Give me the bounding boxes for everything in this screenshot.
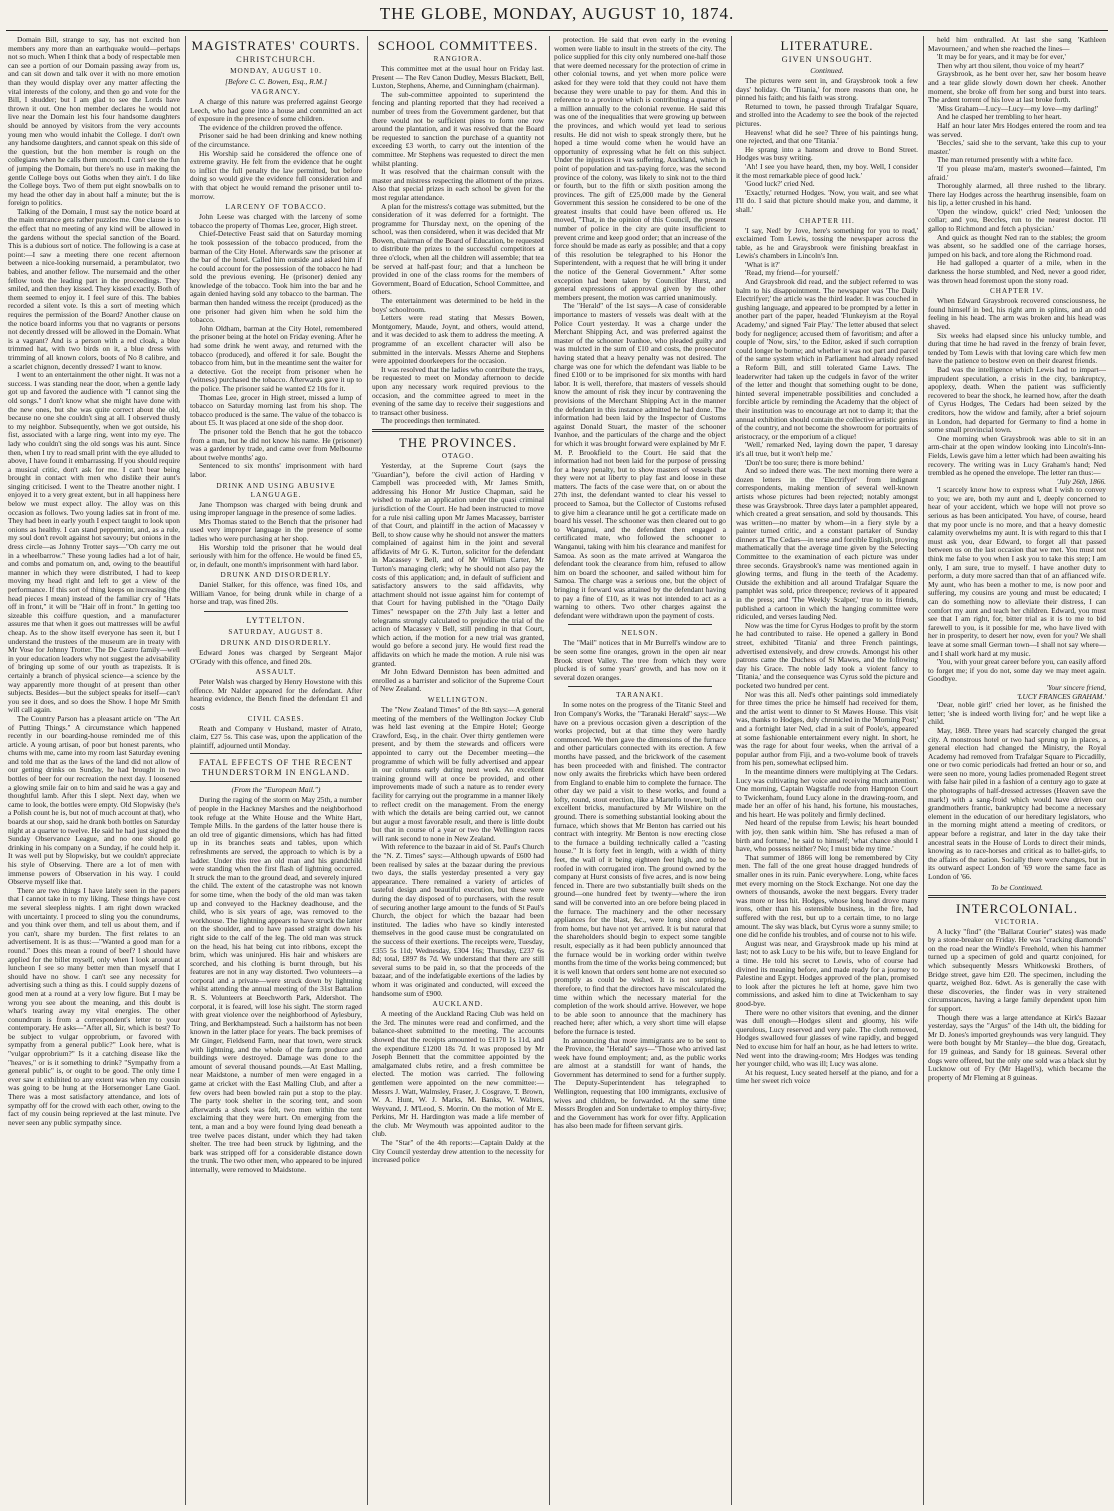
letter-closing: 'Your sincere friend, [1046,682,1106,692]
paragraph: August was near, and Graysbrook made up his mind at last; not to ask Lucy to be his wife, but to leave England for a time. He told his secret to Lewis, who of course had divined its meaning before, and made ready for a journey to Palestine and Egypt. Hodges approved of the plan, promised to look after the pictures he left at home, gave him two commissions, and asked him to dine at Twickenham to say good-bye. [736,938,918,1008]
paragraph: There are two things I have lately seen in the papers that I cannot take in to my liking. These things have cost me several sleepless nights. I am right down wracked with uncertainty. I proceed to sling you the conundrums, and you think over them, and tell us about them, and if you can't, share my burden. The first relates to an advertisement. It is as thus:—"Wanted a good man for a round." Does this mean a round of beef? I should have applied for the billet myself, only when I look around at luncheon I see so many better men than myself that I should have no show. I can't see any necessity for advertising such a thing as this. I could supply dozens of good men at a round at a very low figure. But I may be wrong you see about the meaning, and this doubt is what's tearing away my vital energies. The other conundrum is from a correspondent's letter to your contemporary. He asks—"After all, Sir, which is best? To be subject to vulgar opprobrium, or favored with sympathy from a general public?" Look here, what is "vulgar opprobrium?" Is it a catching disease like the "heaves," or is it something to drink? "Sympathy from a general public" is, or ought to be good. The only time I ever saw it exhibited to any extent was when my cousin was going to be hung at the Horsemonger Lane Gaol. There was a most satisfactory attendance, and lots of sympathy off for the crowd with each other, owing to the fact of my cousin being reprieved at the last minute. I've never seen any public sympathy since. [8,885,180,1127]
paragraph: Prisoner said he had been drinking and knew nothing of the circumstance. [190,131,362,149]
section-heading: THE PROVINCES. [398,434,517,450]
paragraph: Then why art thou silent, thou voice of my heart?' [937,60,1085,70]
paragraph: Graysbrook, as he bent over her, saw her bosom heave and a tear glide slowly down down her cheek. Another moment, she broke off from her song and burst into tears. The ardent torrent of his love at last broke forth. [928,69,1106,105]
section-heading: LITERATURE. [780,38,874,53]
case-heading: DRUNK AND DISORDERLY. [220,639,332,648]
subheading: CHRISTCHURCH. [236,55,316,64]
paragraph: Edward Jones was charged by Sergeant Major O'Grady with this offence, and fined 20s. [190,648,362,666]
paragraph: Chief-Detective Feast said that on Saturday morning he took possession of the tobacco produced, from the barman of the City Hotel. Afterwards saw the prisoner at the bar of the hotel. Called him outside and asked him if he could account for the possession of the tobacco he had sold the previous evening. He (prisoner) denied any knowledge of the tobacco. Took him into the bar and he again denied having sold any tobacco to the barman. The barman then handed witness the receipt (produced) as the one prisoner had given him when he sold him the tobacco. [190,229,362,325]
paragraph: That summer of 1866 will long be remembered by City men. The fall of the one great house dragged hundreds of smaller ones in its ruin. Panic everywhere. Long, white faces met every morning on the Stock Exchange. Not one day the owners of thousands, awoke the next beggars. Every trader was more or less hit. Hodges, whose long head drove many irons, other than his ostensible business, in the fire, had suffered with the rest, but up to a certain time, to no large amount. The sky was black, but Cyrus wore a sunny smile; to one did he confide his troubles, and of course not to his wife. [736,852,918,940]
paragraph: Half an hour later Mrs Hodges entered the room and tea was served. [928,120,1106,139]
paragraph: The proceedings then terminated. [381,416,480,426]
paragraph: Thoroughly alarmed, all three rushed to the library. There lay Hodges across the hearthrug insensible, foam on his lip, a letter crushed in his hand. [928,181,1106,208]
column-divider [923,36,924,1505]
paragraph: Now was the time for Cyrus Hodges to profit by the storm he had contributed to raise. He opened a gallery in Bond street, exhibited 'Titania' and three French paintings, advertised extensively, and drew crowds. Amongst his other patrons came the Duchess of St Mawes, and the following day his Grace. The noble lady took a violent fancy to 'Titania,' and the consequence was Cyrus sold the picture and pocketed two hundred per cent. [736,620,918,690]
paragraph: protection. He said that even early in the evening women were liable to insult in the streets of the city. The police supplied for this city only numbered one-half those that were deemed necessary for the protection of crime in other colonial towns, and yet when more police were asked for they were told that they could not have them because they were unable to pay for them. And this in reference to a province which is contributing a quarter of a million annually to the colonial revenue. He said this was one of the inequalities that were growing up between the provinces, and which would yet lead to serious results. He did not wish to speak strongly there, but he hoped a time would come when he would have an opportunity of expressing what he felt on this subject. Under the injustices it was suffering, Auckland, which in point of population and tax-paying force, was the second province of the colony, was likely to sink not to the third or fourth, but to the fifth or sixth position among the provinces. The gift of £25,000 made by the General Government this session he considered to be one of the greatest insults that could have been offered us. He moved, "That, in the opinion of this Council, the present number of police in the city are quite insufficient to prevent crime and keep good order; that an increase of the force should be made as early as possible; and that a copy of this resolution be telegraphed to his Honor the Superintendent, with a request that he will bring it under the notice of the General Government." After some exception had been taken by Councillor Hurst, and general expressions of approval given by the other members present, the motion was carried unanimously. [554,36,726,302]
paragraph: The sub-committee appointed to superintend the fencing and planting reported that they had received a number of trees from the Government gardener, but that there would not be sufficient pines to form one row around the plantation, and it was resolved that the Board be requested to sanction the purchase of a quantity not exceeding £3 worth, to carry out the intention of the committee. Mr Stephens was requested to direct the men whilst planting. [372,89,544,168]
paragraph: The man returned presently with a white face. [937,155,1073,165]
paragraph: Yesterday, at the Supreme Court (says the "Guardian"), before the civil action of Harding v Campbell was proceeded with, Mr James Smith, addressing his Honor Mr Justice Chapman, said he wished to make an application under the quasi criminal jurisdiction of the Court. He had been instructed to move for a rule nisi calling upon Mr James Macassey, barrister of that Court, and plaintiff in the action of Macassey v Bell, to show cause why he should not answer the matters complained of against him in the joint and several affidavits of Mr G. K. Turton, solicitor for the defendant in Macassey v Bell, and of Mr William Carter, Mr Turton's managing clerk; why he should not also pay the costs of this application; and, in default of sufficient and satisfactory answers to the said affidavits, why attachment should not issue against him for contempt of that Court for having published in the "Otago Daily Times" newspaper on the 27th July last a letter and telegrams strongly calculated to prejudice the trial of the action of Macassey v Bell, still pending in that Court, which action, if the motion for a new trial was granted, would go before a second jury. He would first read the affidavits on which he made the motion. A rule nisi was granted. [372,460,544,668]
section-heading: SCHOOL COMMITTEES. [377,38,539,53]
paragraph: held him enthralled. At last she sang 'Kathleen Mavourneen,' and when she reached the lines— [928,36,1106,53]
paragraph: During the raging of the storm on May 25th, a number of people in the Hackney Marshes and the neighborhood took refuge at the White House and the White Hart, Temple Mills. In the gardens of the latter house there is an old tree of gigantic dimensions, which has had fitted up in its branches seats and tables, upon which refreshments are served, the approach to which is by a ladder. Under this tree an old man and his grandchild were standing when the first flash of lightning occurred. It struck the man to the ground dead, and severely injured the child. The extent of the catastrophe was not known for some time, when the body of the old man was taken up and conveyed to the Hackney deadhouse, and the child, who is six years of age, was removed to the workhouse. The lightning appears to have struck the latter on the shoulder, and to have passed straight down his right side to the calf of the leg. The old man was struck on the head, his hat being cut into ribbons, except the brim, which was uninjured. His hair and whiskers are scorched, and his clothing is burnt through, but his features are not in any way distorted. Two volunteers—a corporal and a private—were struck down by lightning whilst attending the annual meeting of the 31st Battalion R. S. Volunteers at Beechworth Park, Aldershot. The corporal, it is feared, will lose his sight. The storm raged with great violence over the neighborhood of Aylesbury, Tring, and Berkhampstead. Such a hailstorm has not been known in the latter place for years. The back premises of Mr Ginger, Fieldsend Farm, near that town, were struck with lightning, and the whole of the farm produce and buildings were destroyed. Damage was done to the amount of several thousand pounds.—At East Malling, near Maidstone, a number of men were engaged in a game at cricket with the East Malling Club, and after a few overs had been bowled rain put a stop to the play. The party took shelter in the scoring tent, and soon afterwards a shock was felt, two men within the tent exclaiming that they were hurt. On emerging from the tent, a man and a boy were found lying dead beneath a tree twelve paces distant, under which they had taken shelter. The tree had been struck by lightning, and the bark was stripped off for a considerable distance down the trunk. The two other men, who appeared to be injured internally, were removed to Maidstone. [190,795,362,1174]
paragraph: Mrs Thomas stated to the Bench that the prisoner had used very improper language in the presence of some ladies who were purchasing at her shop. [190,516,362,543]
case-heading: DRINK AND USING ABUSIVE LANGUAGE. [216,481,336,499]
paragraph: John Oldham, barman at the City Hotel, remembered the prisoner being at the hotel on Friday evening. After he had some drink he went away, and returned with the tobacco (produced), and offered it for sale. Bought the tobacco from him, but in the meantime sent the waiter for a detective. Got the receipt from prisoner when he (witness) purchased the tobacco. Afterwards gave it up to the police. The prisoner said he wanted £2 10s for it. [190,323,362,393]
paragraph: The "New Zealand Times" of the 8th says:—A general meeting of the members of the Wellington Jockey Club was held last evening at the Empire Hotel; George Crawford, Esq., in the chair. Over thirty gentlemen were present, and by them the stewards and officers were appointed to carry out the December meeting—the programme of which will be fully advertised and appear in our columns early during next week. An excellent training ground will at once be provided, and other improvements made of such a nature as to render every facility for carrying out the programme in a manner likely to reflect credit on the management. From the energy with which the details are being carried out, we cannot but augur a most favorable result, and there is little doubt but that in course of a year or two the Wellington races will rank second to none in New Zealand. [372,704,544,843]
paragraph: The "Herald" of the 1st says—A case of considerable importance to masters of vessels was dealt with at the Police Court yesterday. It was a charge under the Merchant Shipping Act, and was preferred against the master of the schooner Ivanhoe, who pleaded guilty and was mulcted in the sum of £10 and costs, the prosecutor having stated that a heavy penalty was not desired. The charge was one for which the defendant was liable to be fined £100 or to be imprisoned for six months with hard labor. It is well, therefore, that masters of vessels should know the amount of risk they incur by contravening the provisions of the Merchant Shipping Act in the manner the defendant in this instance admitted he had done. The information had been laid by the Inspector of Customs against Donald Stuart, the master of the schooner Ivanhoe, and the particulars of the charge and the object for which it was brought forward were explained by Mr F. M. P. Brookfield to the Court. He said that the information had not been laid for the purpose of pressing for a heavy penalty, but to show masters of vessels that they were not at liberty to play fast and loose in these matters. The facts of the case were that, on or about the 27th inst, the defendant wanted to clear his vessel to proceed to Samoa, but the Collector of Customs refused to give him a clearance until he got a certificate made on board his vessel. The schooner was then cleared out to go to Wanganui, and the defendant then engaged a certificated mate, who followed the schooner to Wanganui, taking with him his clearance and manifest for Samoa. As soon as the mate arrived at Wangaroa the defendant took the clearance from him, refused to allow him on board the schooner, and sailed without him for Samoa. The charge was a serious one, but the object of bringing it forward was attained by the defendant having to pay a fine of £10, as it was not intended to act as a warning to others. Two other charges against the defendant were withdrawn upon the payment of costs. [554,301,726,620]
paragraph: He had galloped a quarter of a mile, when in the darkness the horse stumbled, and Ned, never a good rider, was thrown head foremost upon the stony road. [928,258,1106,285]
paragraph: Thomas Lee, grocer in High street, missed a lump of tobacco on Saturday morning last from his shop. The tobacco produced is the same. The value of the tobacco is about £5. It was placed at one side of the shop door. [190,392,362,428]
column-3 [372,36,544,1505]
subheading: RANGIORA. [433,55,483,63]
source-line: (From the "European Mail.") [231,785,321,795]
chapter-heading: CHAPTER IV. [990,287,1044,296]
paragraph: It was resolved that the chairman consult with the master and mistress respecting the allotment of the prizes. Also that special prizes in each school be given for the most regular attendance. [372,167,544,202]
paragraph: John Leese was charged with the larceny of some tobacco the property of Thomas Lee, grocer, High street. [190,212,362,230]
article-heading: FATAL EFFECTS OF THE RECENT THUNDERSTORM IN ENGLAND. [198,758,354,778]
column-2 [190,36,362,1505]
subheading: AUCKLAND. [432,1000,484,1009]
paragraph: One morning when Graysbrook was able to sit in an arm-chair at the open window looking into Lincoln's-Inn-Fields, Lewis gave him a letter which had been awaiting his recovery. The writing was in Lucy Graham's hand; Ned trembled as he opened the envelope. The letter ran thus:— [928,433,1106,478]
paragraph: The Country Parson has a pleasant article on "The Art of Putting Things." A circumstance which happened recently in our boarding-house reminded me of this article. A young artisan, of poor but honest parents, who chums with me, came into my room last Saturday evening and told me that as the laws of the land did not allow of our getting drinks on Sunday, he had brought in two bottles of beer for our recreation the next day. I loosened a glowing smile fair on to him and said he was a gay and thoughtful lamb. After this I slept. Next day, when we came to look, the bottles were empty. Old Slopwisky (he's a Polish count he is, but not of much account at that), who boards at our shop, said he drank both bottles on Saturday night at a quarter to twelve. He said he had just signed the Sunday Observance League, and no one should go drinking in his company on a Sunday, if he could help it. It was well put by Slopwisky, but we couldn't appreciate his style of Observing. There are a lot of men with immense powers of Observation in his way. I could Observe myself like that. [8,713,180,887]
paragraph: Domain Bill, strange to say, has not excited hon members any more than an earthquake would—perhaps not so much. When I think that a body of respectable men can see a portion of our Domain passing away from us, and can sit down and talk over it with no more emotion than they would display over any matter affecting the vital interests of the colony, and then go and vote for the Bill, I shudder; but I am glad to see the Lords have thrown it out. One hon member declares he would not live near the Domain lest his four handsome daughters should be annoyed by visitors from the very accounts young men who would inhabit the College. I don't own any handsome daughters, and cannot speak on this side of the question, but the hon member is rough on the collegians when he calls them uncouth. I can't see the fun of jumping the Domain, but there's no use in making the gentle College boys out Goths when they ain't. I do like the College boys. Two of them put eight snowballs on to my head the other day in about half a minute; but the is foreign to politics. [8,36,180,208]
paragraph: May, 1869. Three years had scarcely changed the great city. A monstrous hotel or two had sprung up in places, a general election had changed the Ministry, the Royal Academy had removed from Trafalgar Square to Piccadilly, one or two comic periodicals had fretted an hour or so, and were seen no more, young ladies promenaded Regent street with false hair piled in a fashion of a century ago to gaze at the photographs of half-dressed actresses (Heaven save the mark!) with a sang-froid which would have driven our grandmothers frantic, bankruptcy had become a necessary element in the education of our hereditary legislators, who in the morning might attend a meeting of creditors, or appear before a registrar, and later in the day take their ancestral seats in the House of Lords to direct their minds, knowing as to race-horses and critical as to ballet-girls, to the affairs of the nation. Socially there were changes, but in its outward aspect London of '69 wore the same face as London of '66. [928,725,1106,881]
masthead-rule [6,30,1108,31]
paragraph: Sentenced to six months' imprisonment with hard labor. [190,461,362,479]
paragraph: 'Good luck?' cried Ned. [745,179,815,189]
paragraph: 'Open the window, quick!' cried Ned; 'unloosen the collar; and you, Beccles, run to the nearest doctor. I'll gallop to Richmond and fetch a physician.' [928,206,1106,234]
paragraph: 'What is it?' [745,259,780,269]
column-divider [731,36,732,1505]
paragraph: In the meantime dinners were multiplying at The Cedars. Lucy was cultivating her voice and receiving much attention. One morning, Captain Wagstaffe rode from Hampton Court to Twickenham, found Lucy alone in the drawing-room, and made her an offer of his hand, his fortune, his moustaches, and his heart. He was politely and firmly declined. [736,766,918,819]
section-heading: MAGISTRATES' COURTS. [191,38,361,53]
column-4 [554,36,726,1505]
column-divider [367,36,368,1505]
case-heading: CIVIL CASES. [247,714,305,723]
paragraph: In announcing that more immigrants are to be sent to the Province, the "Herald" says—"Those who arrived last week have found employment; and, as the public works are almost at a standstill for want of hands, the Government has determined to send for a further supply. The Deputy-Superintendent has telegraphed to Wellington, requesting that 100 immigrants, exclusive of wives and children, be forwarded. At the same time Messrs Brogden and Son undertake to employ thirty-five; and the Government has work for over fifty. Application has also been made for fifteen servant girls. [554,1035,726,1131]
subheading: TARANAKI. [616,691,664,700]
letter-date: 'July 26th, 1866. [1056,476,1106,486]
subheading: NELSON. [621,629,659,638]
paragraph: 'It may be for years, and it may be for ever,' [937,52,1066,62]
paragraph: Ned heard of the repulse from Lewis; his heart bounded with joy, then sank within him. 'She has refused a man of birth and fortune,' he said to himself; 'what chance should I have, who possess neither? No; I must bide my time.' [736,818,918,854]
paragraph: Talking of the Domain, I must say the notice board at the main entrance gets rather puzzles me. One clause is to the effect that no meeting of any kind will be allowed in the gardens without the special sanction of the Board. This is a dubious sort of notice. The following is a case at point:—I saw a meeting there one recent afternoon between a nice-looking nursemaid, a perambulator, two babies, and another fellow. The nursemaid and the other fellow took the leading part in the proceedings. They smiled, and then they kissed. They kissed exactly. Both of them seemed to enjoy it. I feel sure of this. The babies recorded a silent vote. Is this a sort of meeting which requires the permission of the Board? Another clause on the notice board informs you that no vagrants or persons not decently dressed will be allowed in the Domain. What is a vagrant? And is a person with a red cloak, a blue trimmed hat, with two birds on it, a blue dress with trimming of all known colors, boots of No 8 calibre, and a scarlet chignon, decently dressed? I want to know. [8,206,180,371]
paragraph: The evidence of the children proved the offence. [199,122,343,132]
paragraph: Nor was this all. Ned's other paintings sold immediately for three times the price he himself had received for them, and the artist went to dinner to St Mawes House. This visit was, thanks to Hodges, duly chronicled in the 'Morning Post;' and a fortnight later Ned, clad in a suit of Poole's, appeared at some fashionable entertainment every night. In short, he was the rage for about four weeks, when the arrival of a popular author from Fiji, and a two-volume book of travels from his pen, somewhat eclipsed him. [736,689,918,768]
paragraph: 'Well,' remarked Ned, laying down the paper, 'I daresay it's all true, but it won't help me.' [736,440,918,458]
paragraph: A charge of this nature was preferred against George Leech, who had gone into a house and committed an act of exposure in the presence of some children. [190,97,362,124]
paragraph: Jane Thompson was charged with being drunk and using improper language in the presence of some ladies. [190,499,362,518]
paragraph: And he clasped her trembling to her heart. [937,112,1062,122]
paragraph: 'You, with your great career before you, can easily afford to forget me; if you do not, some day we may meet again. Goodbye. [928,657,1106,684]
paragraph: A meeting of the Auckland Racing Club was held on the 3rd. The minutes were read and confirmed, and the balance-sheet submitted to the meeting. The accounts showed that the receipts amounted to £1170 1s 11d, and the expenditure £1200 18s 7d. It was proposed by Mr Joseph Bennett that the committee appointed by the amalgamated clubs retire, and a fresh committee be elected. The motion was carried. The following gentlemen were appointed on the new committee:—Messrs J. Watt, Walmsley, Fraser, J. Cosgrave, T. Brown, W. A. Hunt, W. J. Marks, M. Banks, W. Walters, Weyvand, J. M'Leod, S. Morrin. On the motion of Mr E. Perkins, Mr H. Hardington was made a life member of the club. Mr Weymouth was appointed auditor to the club. [372,1009,544,1139]
paragraph: 'I scarcely know how to express what I wish to convey to you; we are, both my aunt and I, deeply concerned to hear of your accident, which we hope will not prove so serious as has been anticipated. You have, of course, heard that my poor uncle is no more, and that a heavy domestic calamity overwhelms my aunt. It is with regard to this that I must ask you, dear Edward, to forget all that passed between us on the last occasion that we met. You must not think me false to you when I ask you to take this step; I am only, I am sure, true to myself. I have another duty to perform, a duty more sacred than that of an affianced wife. My aunt, who has been a mother to me, is now poor and suffering, my cousins are young and must be educated; I can do something now to alleviate their distress, I can comfort my aunt and teach her children. Edward, you must see that I am right, for, bitter trial as it is to me to bid farewell to you, is it possible for me, who have lived with her in prosperity, to desert her now, even for you? We shall leave at some small German town—I shall not say where—and I shall work hard at my music. [928,485,1106,658]
paragraph: Six weeks had elapsed since his unlucky tumble, and during that time he had raved in the frenzy of brain fever, tended by Tom Lewis with that loving care which few men have the patience to bestow even on their dearest friends. [928,330,1106,366]
paragraph: His Worship said he considered the offence one of extreme gravity. He felt from the evidence that he ought to inflict the full penalty the law permitted, but before doing so would give the evidence full consideration and with that object he would remand the prisoner until to-morrow. [190,148,362,201]
paragraph: He sprang into a hansom and drove to Bond Street. Hodges was busy writing. [736,144,918,163]
paragraph: The "Star" of the 4th reports:—Captain Daldy at the City Council yesterday drew attention to the necessity for increased police [372,1138,544,1165]
subheading: WELLINGTON. [427,695,489,704]
letter-signature: 'LUCY FRANCES GRAHAM.' [1016,691,1106,701]
date-line: SATURDAY, AUGUST 8. [228,628,324,637]
case-heading: DRUNK AND DISORDERLY. [220,571,332,580]
subheading: VICTORIA. [994,917,1040,926]
to-be-continued: To be Continued. [991,882,1043,892]
paragraph: 'I say, Ned! by Jove, here's something for you to read,' exclaimed Tom Lewis, tossing the newspaper across the table, as he and Graysbrook were finishing breakfast in Lewis's chambers in Lincoln's Inn. [736,225,918,261]
paragraph: This committee met at the usual hour on Friday last. Present — The Rev Canon Dudley, Messrs Blackett, Bell, Luxton, Stephens, Aherne, and Cunningham (chairman). [372,64,544,91]
paragraph: 'Don't be too sure; there is more behind.' [745,457,865,467]
double-rule [928,895,1106,898]
section-heading: INTERCOLONIAL. [956,900,1078,916]
column-5 [736,36,918,1505]
double-rule [372,429,544,432]
paragraph: When Edward Graysbrook recovered consciousness, he found himself in bed, his right arm in splints, and an odd feeling in his head. The arm was broken and his head was shaved. [928,296,1106,331]
subheading: OTAGO. [441,451,475,460]
paragraph: Though there was a large attendance at Kirk's Bazaar yesterday, says the "Argus" of the 14th ult, the bidding for Mr D. Jones's imported greyhounds was very languid. They were both bought by Mr Stanley—the blue dog, Greatach, for 19 guineas, and Sandy for 18 guineas. Several other dogs were offered, but the only one sold was a black slut by Lucknow out of Fry (Mr Hagell's), which became the property of Mr Fleming at 8 guineas. [928,1012,1106,1082]
column-divider [549,36,550,1505]
paragraph: 'Beccles,' said she to the servant, 'take this cup to your master.' [928,138,1106,156]
divider [568,686,712,687]
paragraph: The pictures were sent in, and Graysbrook took a few days' holiday. On 'Titania,' for more reasons than one, he pinned his faith; and his faith was strong. [736,76,918,103]
masthead: THE GLOBE, MONDAY, AUGUST 10, 1874. [379,4,735,23]
paragraph: Mr John Edward Denniston has been admitted and enrolled as a barrister and solicitor of the Supreme Court of New Zealand. [372,667,544,694]
paragraph: At his request, Lucy seated herself at the piano, and for a time her sweet rich voice [736,1067,918,1086]
case-heading: ASSAULT. [255,668,297,677]
paragraph: Returned to town, he passed through Trafalgar Square, and strolled into the Academy to see the book of the rejected pictures. [736,101,918,128]
paragraph: A plan for the mistress's cottage was submitted, but the consideration of it was deferred for a fortnight. The programme for Thursday next, on the opening of the school, was then considered, when it was decided that Mr Bowen, chairman of the Board of Education, be requested to distribute the prizes to the successful competitors at three o'clock, when all the children will assemble; that tea be served at half-past four; and that a luncheon be provided in one of the class rooms for the members of Government, Board of Education, School Committee, and others. [372,201,544,297]
paragraph: The "Mail" notices that in Mr Burrell's window are to be seen some fine oranges, grown in the open air near Brook street Valley. The tree from which they were plucked is of some years' growth, and has now on it several dozen oranges. [554,638,726,682]
column-6 [928,36,1106,1505]
chapter-heading: CHAPTER III. [799,216,855,225]
paragraph: And so indeed there was. The next morning there were a dozen letters in the 'Electrifyer' from indignant correspondents, making mention of several well-known artists whose pictures had been rejected; notably amongst these was Graysbrook. Three days later a pamphlet appeared, which created a great sensation, and sold by thousands. This was written—no matter by whom—in a fiery style by a painter turned critic, and a constant partaker of Sunday dinners at The Cedars—in terse and forcible English, proving mathematically that the average time given by the Selecting Committee to the examination of each picture was under three seconds. Graysbrook's name was mentioned again in glowing terms, and flung in the teeth of the Academy. Outside the exhibition and all around Trafalgar Square the pamphlet was sold, price threepence; reviews of it appeared in the press; and 'The Weekly Scalper,' true to its friends, published a cartoon in which the hanging committee were ridiculed, and verses lauding Ned. [736,466,918,622]
paragraph: 'If you please ma'am, master's swooned—fainted, I'm afraid.' [928,163,1106,182]
paragraph: Bad was the intelligence which Lewis had to impart—imprudent speculation, a crisis in the city, bankruptcy, apoplexy, death. When the patient was sufficiently recovered to bear the shock, he learned how, after the death of Cyrus Hodges, The Cedars had been seized by the creditors, how the widow and family, after a brief sojourn in London, had departed for Germany to find a home in some small provincial town. [928,364,1106,435]
divider [204,611,348,612]
story-title: GIVEN UNSOUGHT. [781,55,873,64]
date-line: MONDAY, AUGUST 10. [230,67,322,75]
case-heading: LARCENY OF TOBACCO. [225,203,327,212]
bench-line: [Before C. C. Bowen, Esq., R.M.] [225,77,327,86]
paragraph: The prisoner told the Bench that he got the tobacco from a man, but he did not know his name. He (prisoner) was a gardener by trade, and came over from Melbourne about twelve months' ago. [190,426,362,462]
paragraph: Daniel Stalker, for this offence, was fined 10s, and William Vanoe, for being drunk while in charge of a horse and trap, was fined 20s. [190,580,362,607]
paragraph: Peter Walsh was charged by Henry Howstone with this offence. Mr Nalder appeared for the defendant. After hearing evidence, the Bench fined the defendant £1 and costs [190,677,362,713]
paragraph: 'Ah! I see you have heard, then, my boy. Well, I consider it the most remarkable piece of good luck.' [736,161,918,180]
paragraph: 'Miss Graham—Lucy—Lucy—my love—my darling!' [937,103,1099,113]
article-heading-box [190,753,362,782]
paragraph: A lucky "find" (the "Ballarat Courier" states) was made by a stone-breaker on Friday. He was "cracking diamonds" on the road near the Windle's Freehold, when his hammer turned up a specimen of gold and quartz conjoined, for which subsequently Messrs Whitkowski Brothers, of Bridge street, gave him £20. The specimen, including the quartz, weighed 8oz. 6dwt. As is generally the case with these discoveries, the finder was in very straitened circumstances, having a large family dependent upon him for support. [928,926,1106,1013]
column-1 [8,36,180,1505]
paragraph: Letters were read stating that Messrs Bowen, Montgomery, Maude, Joynt, and others, would attend, and it was decided to ask them to address the meeting. A programme of an excellent character will also be submitted in the intervals. Messrs Aherne and Stephens were appointed doorkeepers for the occasion. [372,313,544,366]
paragraph: With reference to the bazaar in aid of St. Paul's Church the "N. Z. Times" says:—Although upwards of £600 had been realised by sales at the bazaar during the previous two days, the stalls yesterday presented a very gay appearance. There remained a variety of articles of tasteful design and beautiful execution, but these were during the day disposed of to purchasers, with the result of securing another large amount to the funds of St Paul's Church, the object for which the bazaar had been instituted. The ladies who have so kindly interested themselves in the good cause must be congratulated on the success of their exertions. The receipts were, Tuesday, £355 5s 11d; Wednesday, £304 16s; Thursday, £237 6s 8d; total, £897 8s 7d. We understand that there are still several sums to be paid in, so that the proceeds of the bazaar, and of the indefatigable exertions of the ladies by whom it was originated and conducted, will exceed the handsome sum of £900. [372,842,544,998]
divider [568,624,712,625]
paragraph: 'Read, my friend—for yourself.' [745,268,840,278]
continued-line: Continued. [810,66,844,75]
paragraph: The entertainment was determined to be held in the boys' schoolroom. [372,296,544,314]
paragraph: In some notes on the progress of the Titanic Steel and Iron Company's Works, the "Taranaki Herald" says:—We have on a previous occasion given a description of the works projected, but at that time they were hardly commenced. We then gave the dimensions of the furnace and other particulars connected with its erection. A few months have passed, and the brickwork of the casement has been proceeded with and finished. The contractor now only awaits the firebricks which have been ordered from England to enable him to complete the furnace. The other day we paid a visit to these works, and found a lofty, round, stout erection, like a Martello tower, built of excellent bricks, manufactured by Mr Wilshire on the ground. There is something substantial looking about the furnace, which shows that Mr Benton has carried out his contract with integrity. Mr Benton is now erecting close to the furnace a building technically called a "casting house." It is forty feet in length, with a width of thirty feet, the wall of it being eighteen feet high, and to be roofed in with corrugated iron. The ground owned by the company at Hurst consists of five acres, and is now being fenced in. There are two substantially built sheds on the ground—one hundred feet by twenty—where the iron sand will be converted into an ore before being placed in the furnace. The machinery and the other necessary appliances for the blast, &c., were long since ordered from home, but have not yet arrived. It is but natural that the shareholders should begin to expect some tangible result, especially as it had been publicly announced that the furnace would be in working order within twelve months from the time of the works being commenced; but it is well known that orders sent home are not executed so promptly as could be wished. It is not surprising, therefore, to find that the directors have miscalculated the time within which the necessary material for the completion of the work should arrive. However, we hope to be able soon to announce that the machinery has reached here; after which, a very short time will elapse before the furnace is tested. [554,700,726,1036]
paragraph: There were no other visitors that evening, and the dinner was dull enough—Hodges silent and gloomy, his wife querulous, Lucy reserved and very pale. The cloth removed, Hodges swallowed four glasses of wine rapidly, and begged Ned to excuse him for half an hour, as he had letters to write. Ned went into the drawing-room; Mrs Hodges was tending her younger child, who was ill; Lucy was alone. [736,1007,918,1069]
paragraph: 'Dear, noble girl!' cried her lover, as he finished the letter; 'she is indeed worth living for;' and he wept like a child. [928,700,1106,727]
paragraph: And quick as thought Ned ran to the stables; the groom was absent, so he saddled one of the carriage horses, jumped on his back, and tore along the Richmond road. [928,232,1106,259]
paragraph: I went to an entertainment the other night. It was not a success. I was standing near the door, when a gentle lady got up and favored the audience with "I cannot sing the old songs." I don't know what she might have done with the new ones, but she was quite correct about the old, because no one she couldn't sing at all. I observed thusly to my neighbor. Subsequently, when we got outside, his fist, associated with a large ring, went into my eye. The lady who couldn't sing the old songs was his aunt. Since then, when I try to read small print with the eye alluded to above, I have found it embarrassing. If you should require a musical critic, don't ask for me. I can't bear being brought in contact with men who dislike their aunt's singing criticised. I went to the Theatre another night. I enjoyed it to a very great extent, but in all happiness here below we must expect alloy. The alloy was on this occasion as follows. Two young ladies sat in front of me. They had been in early youth I expect taught to look upon onions as healthy. I can stand peppermint, and, as a rule, my soul don't revolt against hot savoury; but onions in the dress circle—as Johnny Trotter says—"Oh carry me out in a wheelbarrow." These young ladies had a lot of hair, and combs and pomatum on, and, owing to the beautiful manner in which they were distributed, I had to keep moving my head right and left to get a view of the performance. If this sort of thing keeps on increasing (the head pieces I mean) instead of the familiar cry of "Hats off in front," it will be "Hair off in front." In getting too sizeable this coiffure question, and a manufacturer assures me that when it goes out mattresses will be awful cheap. As to the show itself everyone has seen it, but I understand the trustees of the museum are in treaty with Mr Vose for Johnny Trotter. The De Castro family—well in your education leaders why not suggest the advisability of bringing up some of our youth as trapezists. It is certainly a branch of physical science—a science by the way apparently more thought of at present than other subjects. Besides—but the subject speaks for itself—can't you see it does, and so does the Show. I hope Mr Smith will call again. [8,370,180,715]
case-heading: VAGRANCY. [251,88,301,96]
column-divider [185,36,186,1505]
paragraph: And Graysbrook did read, and the subject referred to was balm to his disappointment. The newspaper was 'The Daily Electrifyer;' the article was the third leader. It was couched in gushing language, and appeared to be prompted by a letter in another part of the paper, headed 'Flunkeyism at the Royal Academy,' and signed 'Fair Play.' The letter abused that select body for negligence; accused them of favoritism; and after a couple of 'Now, sirs,' to the Editor, asked if such corruption could longer be borne; and whether it was not part and parcel of the same system which in Parliament had already refused a Reform Bill, and still tolerated Game Laws. The leaderwriter had taken up the cudgels in favor of the writer of the letter and thought that something ought to be done, hinted several impenetrable possibilities and concluded a forcible article by reminding the Academy that the object of their institution was to encourage art not to damp it; that the annual exhibition should contain the collective artistic genius of the country, and not become the showroom for portraits of aristocracy, or the emporium of a clique! [736,277,918,441]
paragraph: His Worship told the prisoner that he would deal seriously with him for the offence. He would be fined £5, or, in default, one month's imprisonment with hard labor. [190,542,362,569]
paragraph: 'Exactly,' returned Hodges. 'Now, you wait, and see what I'll do. I said that picture should make you, and damme, it shall.' [736,187,918,214]
paragraph: Heavens! what did he see? Three of his paintings hung, one rejected, and that one 'Titania.' [736,127,918,146]
paragraph: It was resolved that the ladies who contribute the trays, be requested to meet on Monday afternoon to decide upon any necessary work required previous to the occasion, and the committee agreed to meet in the evening of the same day to receive their suggestions and to transact other business. [372,364,544,417]
subheading: LYTTELTON. [246,616,306,626]
paragraph: Reath and Company v Husband, master of Atrato, claim, £27 5s. This case was, upon the application of the plaintiff, adjourned until Monday. [190,723,362,750]
